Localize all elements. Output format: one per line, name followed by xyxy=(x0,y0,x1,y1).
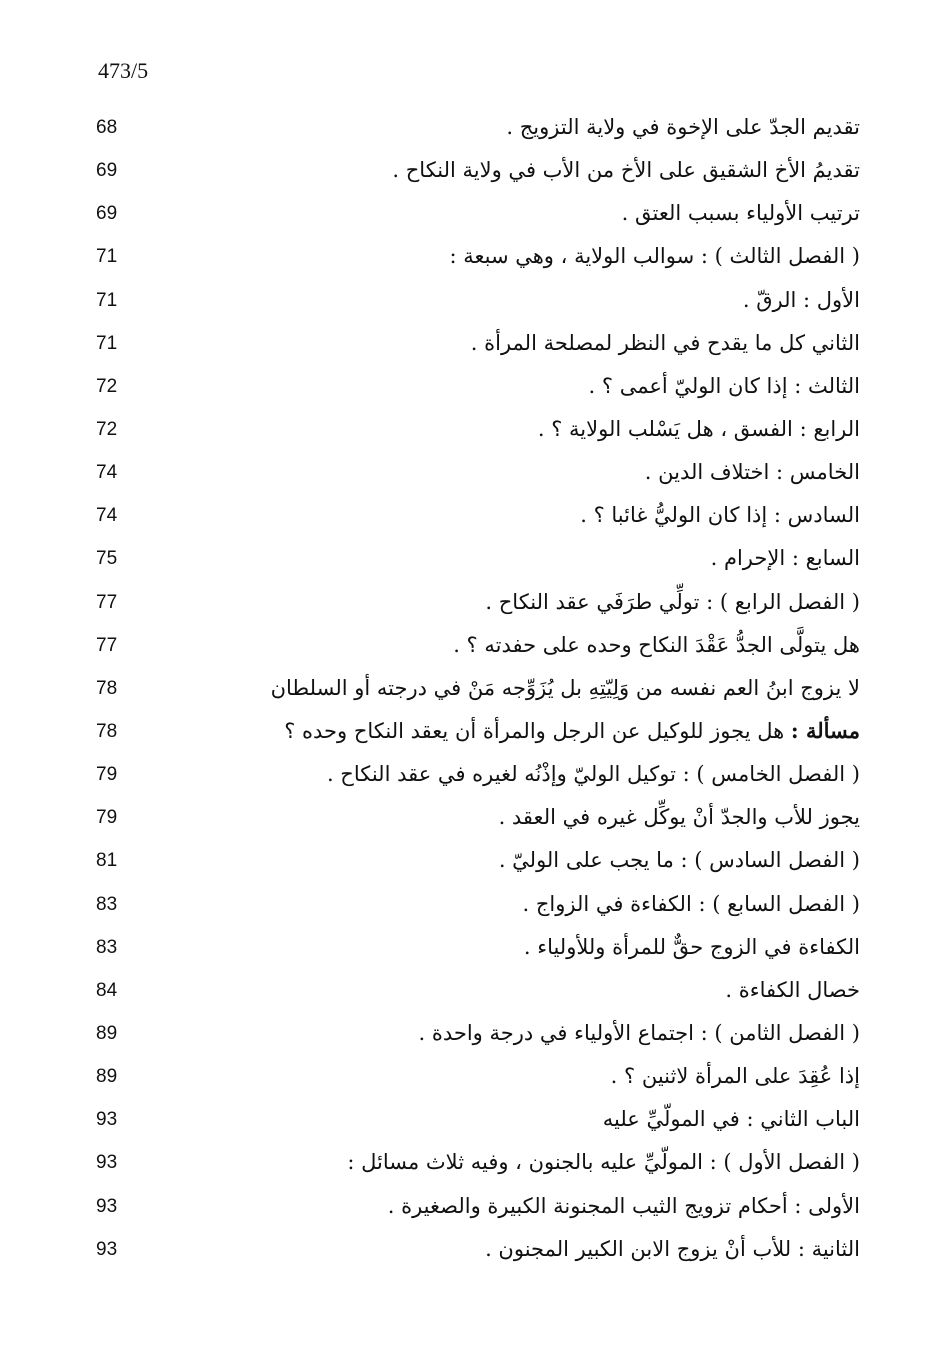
toc-entry-lead: مسألة : xyxy=(790,717,860,743)
toc-entry-title: إذا عُقِدَ على المرأة لاثنين ؟ . xyxy=(610,1064,860,1089)
toc-page-number: 79 xyxy=(96,807,118,829)
toc-page-number: 77 xyxy=(96,634,118,656)
toc-entry-title: الكفاءة في الزوج حقٌّ للمرأة وللأولياء . xyxy=(523,934,860,959)
toc-page-number: 74 xyxy=(96,505,118,527)
toc-row xyxy=(90,151,870,194)
toc-page-number: 77 xyxy=(96,591,118,613)
toc-row xyxy=(90,1057,870,1100)
toc-row xyxy=(90,367,870,410)
toc-entry-title: ( الفصل الخامس ) : توكيل الوليّ وإذْنُه لغيره في عقد النكاح . xyxy=(326,762,860,787)
toc-page-number: 71 xyxy=(96,289,118,311)
toc-entry-title: خصال الكفاءة . xyxy=(725,977,860,1002)
toc-row xyxy=(90,885,870,928)
toc-page-number: 78 xyxy=(96,720,118,742)
toc-page-number: 71 xyxy=(96,246,118,268)
toc-entry-title: الخامس : اختلاف الدين . xyxy=(644,460,860,485)
toc-page-number: 68 xyxy=(96,117,118,138)
toc-row xyxy=(90,237,870,280)
table-of-contents xyxy=(90,108,870,1273)
toc-entry-title: لا يزوج ابنُ العم نفسه من وَلِيّتِهِ بل يُزَوِّجه مَنْ في درجته أو السلطان xyxy=(270,675,860,700)
toc-page-number: 83 xyxy=(96,936,118,958)
toc-row xyxy=(90,928,870,971)
toc-row xyxy=(90,841,870,884)
toc-row xyxy=(90,453,870,496)
toc-page-number: 93 xyxy=(96,1195,118,1217)
toc-entry-title: الأول : الرقّ . xyxy=(742,287,860,312)
toc-entry-title: الثالث : إذا كان الوليّ أعمى ؟ . xyxy=(588,373,860,398)
toc-page-number: 72 xyxy=(96,375,118,397)
toc-row xyxy=(90,1100,870,1143)
toc-row xyxy=(90,324,870,367)
toc-page-number: 89 xyxy=(96,1022,118,1044)
toc-page-number: 93 xyxy=(96,1109,118,1131)
toc-entry-title: ( الفصل الثالث ) : سوالب الولاية ، وهي سبعة : xyxy=(449,244,860,269)
toc-row xyxy=(90,281,870,324)
toc-page-number: 78 xyxy=(96,677,118,699)
toc-entry-title: الثاني كل ما يقدح في النظر لمصلحة المرأة . xyxy=(470,330,860,355)
toc-row xyxy=(90,539,870,582)
toc-entry-title: يجوز للأب والجدّ أنْ يوكِّل غيره في العقد . xyxy=(498,805,860,830)
toc-row xyxy=(90,626,870,669)
toc-entry-title: ( الفصل السابع ) : الكفاءة في الزواج . xyxy=(522,891,860,916)
toc-entry-title: ( الفصل الأول ) : المولّيِّ عليه بالجنون ، وفيه ثلاث مسائل : xyxy=(347,1150,860,1175)
toc-row xyxy=(90,1143,870,1186)
toc-entry-title: الثانية : للأب أنْ يزوج الابن الكبير المجنون . xyxy=(485,1236,860,1261)
toc-row xyxy=(90,1014,870,1057)
toc-entry-title: الأولى : أحكام تزويج الثيب المجنونة الكبيرة والصغيرة . xyxy=(387,1193,860,1218)
toc-entry-title: الباب الثاني : في المولّيِّ عليه xyxy=(602,1107,860,1132)
toc-row xyxy=(90,712,870,755)
toc-entry-title: الرابع : الفسق ، هل يَسْلب الولاية ؟ . xyxy=(537,416,860,441)
toc-row xyxy=(90,755,870,798)
toc-row xyxy=(90,108,870,151)
toc-row xyxy=(90,194,870,237)
page-reference: 473/5 xyxy=(98,58,149,83)
toc-entry-title: ( الفصل الرابع ) : تولِّي طرَفَي عقد النكاح . xyxy=(485,589,860,614)
toc-page-number: 71 xyxy=(96,332,118,354)
toc-entry-title: ( الفصل السادس ) : ما يجب على الوليّ . xyxy=(498,848,860,873)
toc-entry-title xyxy=(284,716,860,746)
toc-row xyxy=(90,971,870,1014)
toc-row xyxy=(90,1187,870,1230)
toc-page-number: 81 xyxy=(96,850,118,872)
toc-page-number: 75 xyxy=(96,548,118,570)
toc-row xyxy=(90,798,870,841)
toc-page-number: 72 xyxy=(96,418,118,440)
toc-row xyxy=(90,410,870,453)
toc-page-number: 69 xyxy=(96,203,118,225)
toc-page-number: 83 xyxy=(96,893,118,915)
toc-page-number: 89 xyxy=(96,1066,118,1088)
toc-row xyxy=(90,1230,870,1273)
toc-row xyxy=(90,496,870,539)
toc-page-number: 84 xyxy=(96,979,118,1001)
toc-entry-title: تقديمُ الأخ الشقيق على الأخ من الأب في ولاية النكاح . xyxy=(392,158,860,183)
toc-page-number: 79 xyxy=(96,764,118,786)
toc-row xyxy=(90,669,870,712)
toc-page-number: 93 xyxy=(96,1152,118,1174)
toc-entry-title: السادس : إذا كان الوليُّ غائبا ؟ . xyxy=(580,503,860,528)
toc-entry-title: ترتيب الأولياء بسبب العتق . xyxy=(621,201,860,226)
toc-entry-title: ( الفصل الثامن ) : اجتماع الأولياء في درجة واحدة . xyxy=(418,1020,860,1045)
toc-page-number: 74 xyxy=(96,462,118,484)
toc-entry-title: تقديم الجدّ على الإخوة في ولاية التزويج . xyxy=(506,115,860,139)
toc-entry-title: السابع : الإحرام . xyxy=(710,546,860,571)
toc-page-number: 69 xyxy=(96,160,118,182)
toc-entry-text: هل يجوز للوكيل عن الرجل والمرأة أن يعقد النكاح وحده ؟ xyxy=(284,718,791,743)
toc-page-number: 93 xyxy=(96,1238,118,1260)
toc-entry-title: هل يتولَّى الجدُّ عَقْدَ النكاح وحده على حفدته ؟ . xyxy=(453,632,860,657)
toc-row xyxy=(90,583,870,626)
